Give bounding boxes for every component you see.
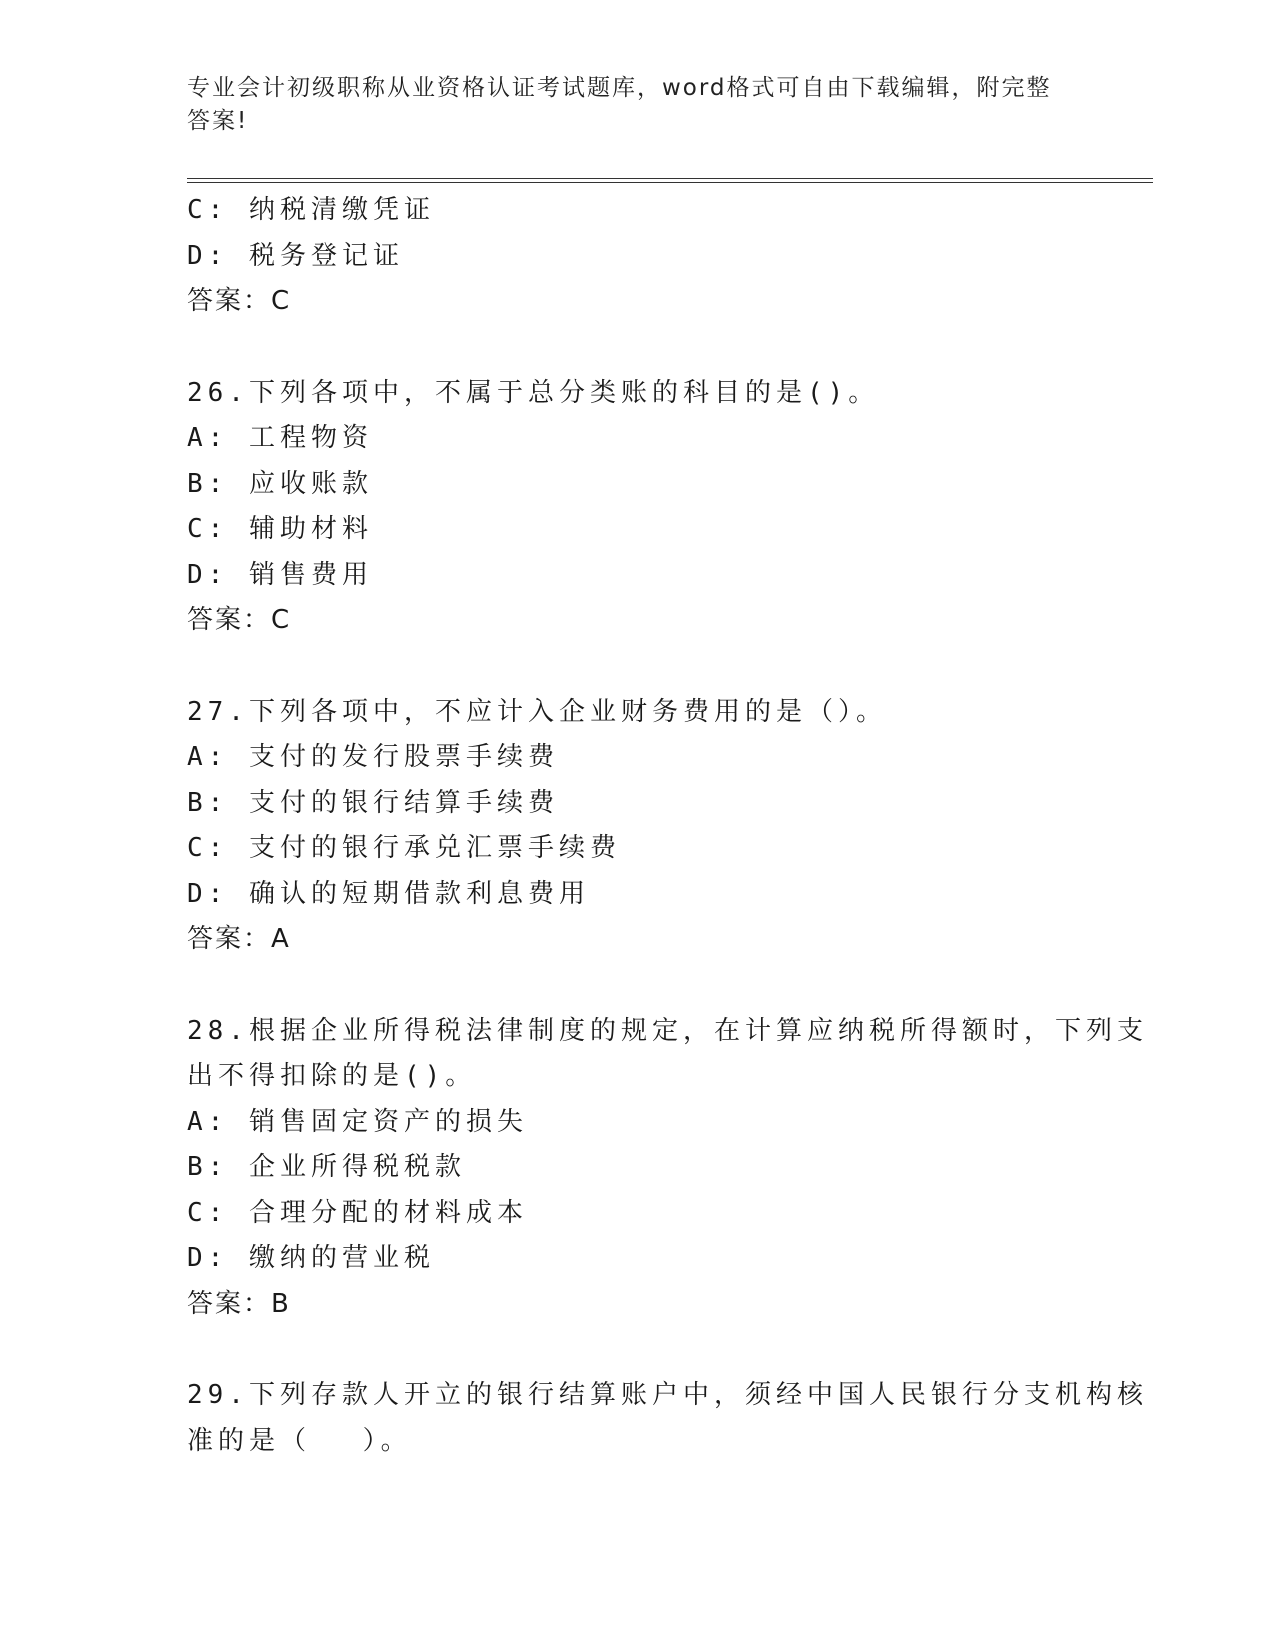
document-header: 专业会计初级职称从业资格认证考试题库，word格式可自由下载编辑，附完整答案! — [187, 75, 1052, 134]
answer: 答案：A — [187, 924, 291, 954]
option-a: A: 销售固定资产的损失 — [187, 1106, 528, 1137]
option-b: B: 应收账款 — [187, 468, 373, 499]
question-text-line-2: 准的是（ ）。 — [187, 1425, 412, 1456]
answer: 答案：C — [187, 286, 292, 316]
question-text-line-2: 出不得扣除的是()。 — [187, 1061, 477, 1091]
spacer — [187, 1327, 1087, 1373]
option-c: C: 支付的银行承兑汇票手续费 — [187, 833, 621, 863]
option-c: C: 合理分配的材料成本 — [187, 1197, 528, 1228]
spacer — [187, 644, 1087, 690]
question-block-26 — [187, 371, 1087, 644]
question-block-28 — [187, 1009, 1148, 1328]
header-rule-bottom — [187, 182, 1153, 183]
option-d: D: 税务登记证 — [187, 240, 404, 271]
option-d: D: 销售费用 — [187, 559, 373, 590]
option-d: D: 缴纳的营业税 — [187, 1243, 435, 1273]
question-text-line-1: 28.根据企业所得税法律制度的规定，在计算应纳税所得额时，下列支 — [187, 1015, 1148, 1046]
option-c: C: 辅助材料 — [187, 514, 373, 544]
question-block-29 — [187, 1373, 1148, 1464]
option-a: A: 工程物资 — [187, 423, 373, 453]
question-text: 26.下列各项中，不属于总分类账的科目的是()。 — [187, 377, 880, 408]
spacer — [187, 963, 1087, 1009]
question-list — [187, 188, 1148, 1464]
option-b: B: 支付的银行结算手续费 — [187, 787, 559, 818]
option-d: D: 确认的短期借款利息费用 — [187, 878, 590, 909]
question-text-line-1: 29.下列存款人开立的银行结算账户中，须经中国人民银行分支机构核 — [187, 1380, 1148, 1410]
answer: 答案：B — [187, 1288, 291, 1319]
option-c: C: 纳税清缴凭证 — [187, 195, 435, 225]
header-rule-top — [187, 178, 1153, 179]
question-text: 27.下列各项中，不应计入企业财务费用的是（）。 — [187, 696, 887, 727]
question-block-25 — [187, 188, 1087, 325]
spacer — [187, 325, 1087, 371]
option-b: B: 企业所得税税款 — [187, 1152, 466, 1182]
option-a: A: 支付的发行股票手续费 — [187, 742, 559, 772]
question-block-27 — [187, 690, 1087, 963]
answer: 答案：C — [187, 605, 292, 635]
